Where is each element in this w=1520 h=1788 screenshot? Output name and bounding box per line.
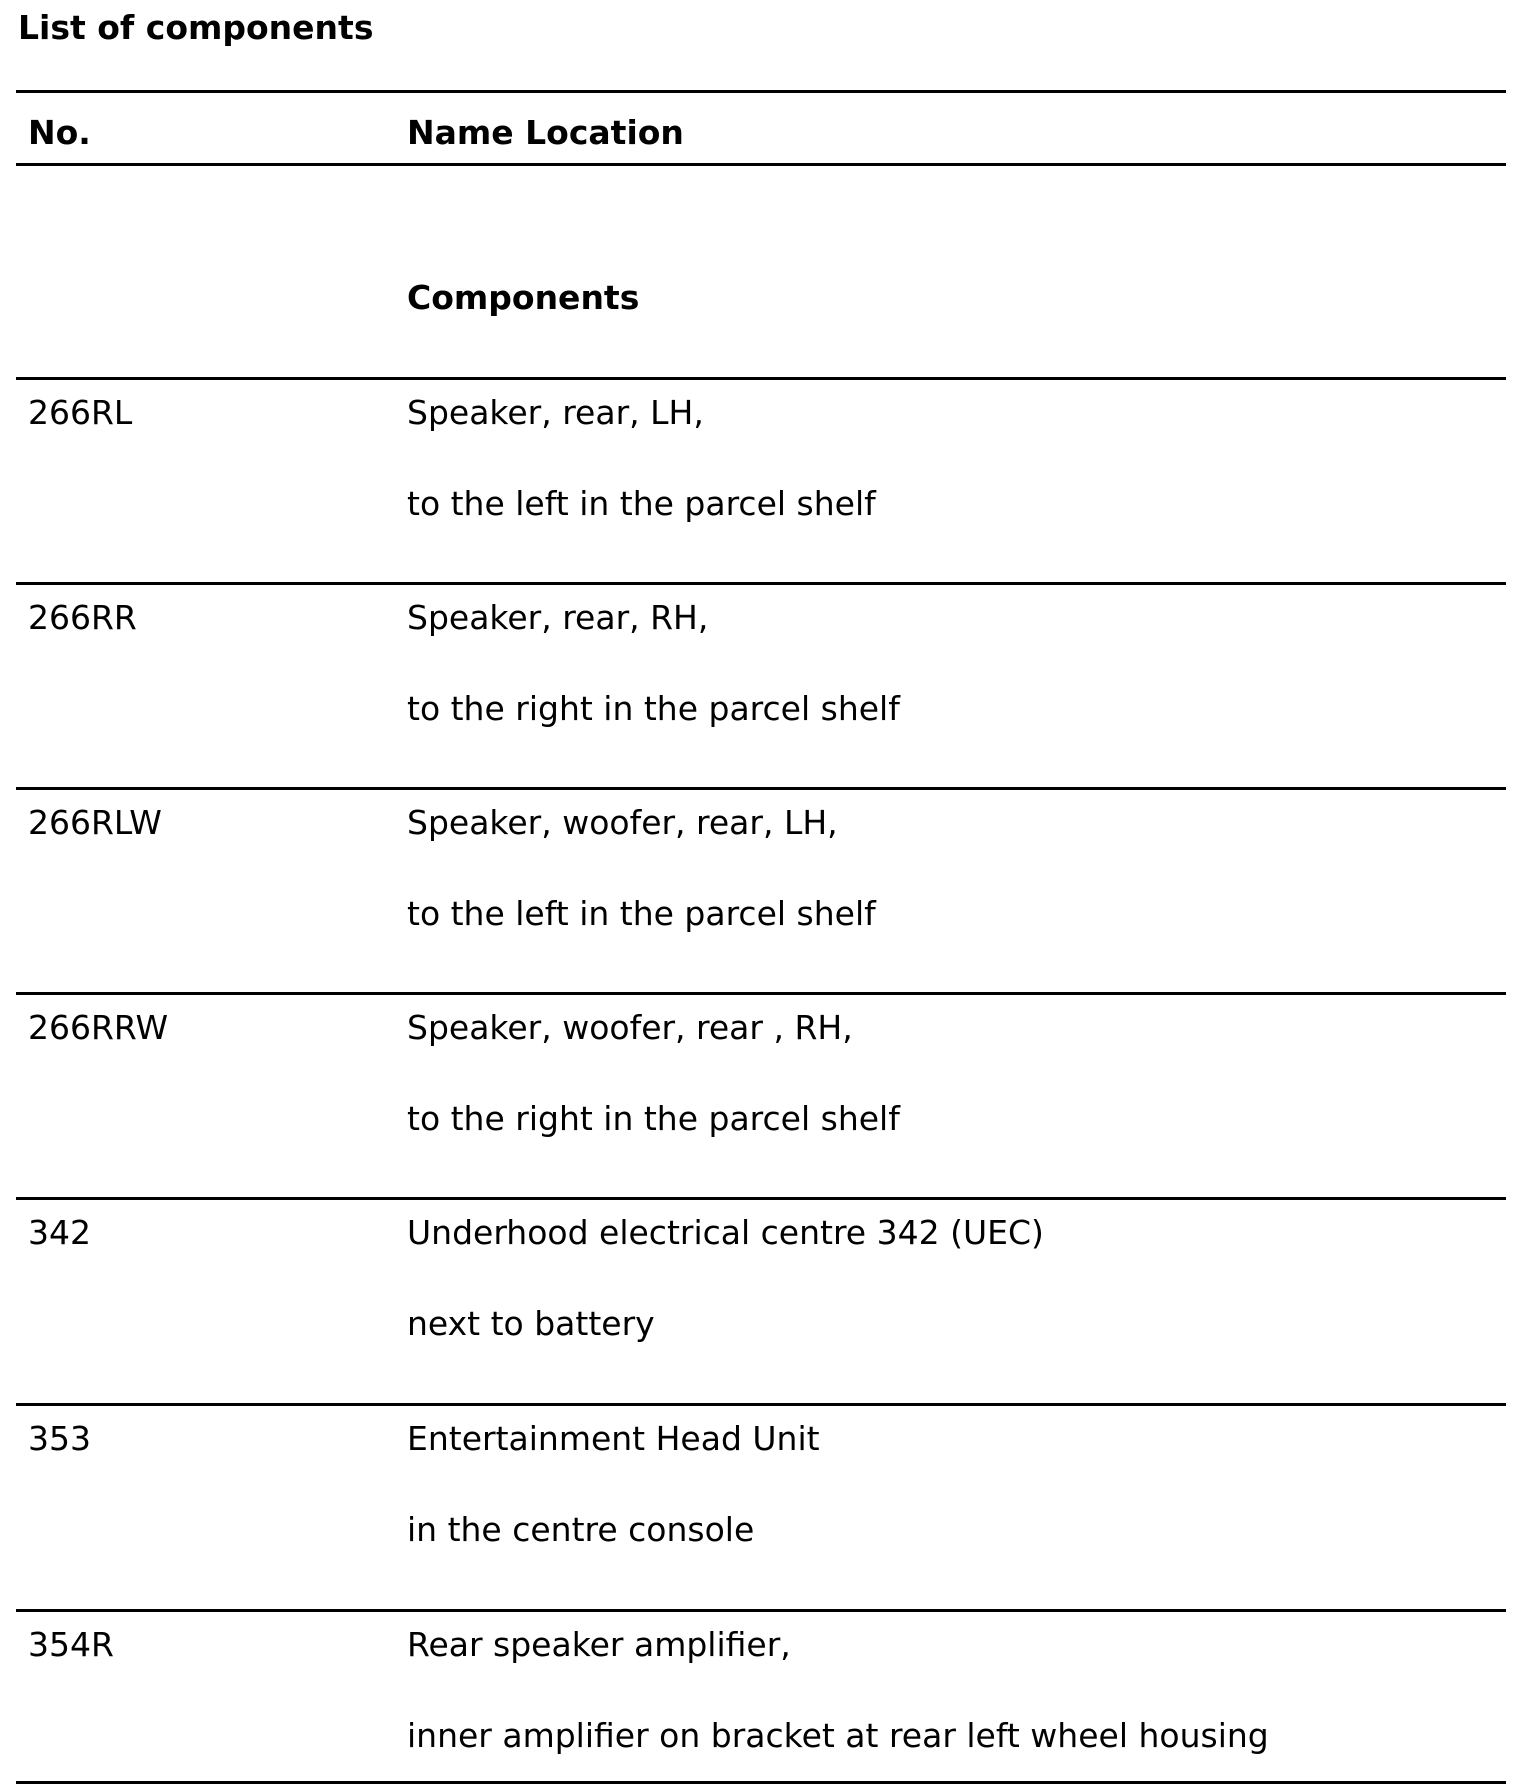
component-number: 266RRW xyxy=(28,1008,169,1047)
component-location: inner amplifier on bracket at rear left wheel housing xyxy=(407,1716,1269,1755)
table-top-rule xyxy=(16,90,1506,93)
component-location: to the right in the parcel shelf xyxy=(407,1099,900,1138)
row-divider xyxy=(16,992,1506,995)
column-header-name-location: Name Location xyxy=(407,113,684,152)
row-divider xyxy=(16,1197,1506,1200)
component-name: Speaker, rear, RH, xyxy=(407,598,709,637)
component-number: 342 xyxy=(28,1213,91,1252)
section-heading: Components xyxy=(407,278,640,317)
table-bottom-rule xyxy=(16,1781,1506,1784)
component-location: to the right in the parcel shelf xyxy=(407,689,900,728)
component-number: 353 xyxy=(28,1419,91,1458)
component-name: Underhood electrical centre 342 (UEC) xyxy=(407,1213,1044,1252)
component-location: to the left in the parcel shelf xyxy=(407,894,876,933)
row-divider xyxy=(16,787,1506,790)
row-divider xyxy=(16,1403,1506,1406)
component-number: 266RLW xyxy=(28,803,162,842)
component-number: 266RR xyxy=(28,598,137,637)
component-number: 354R xyxy=(28,1625,114,1664)
page-title: List of components xyxy=(18,8,374,47)
column-header-no: No. xyxy=(28,113,91,152)
component-name: Speaker, woofer, rear, LH, xyxy=(407,803,838,842)
component-name: Entertainment Head Unit xyxy=(407,1419,820,1458)
header-bottom-rule xyxy=(16,163,1506,166)
row-divider xyxy=(16,377,1506,380)
component-name: Speaker, woofer, rear , RH, xyxy=(407,1008,853,1047)
component-name: Rear speaker amplifier, xyxy=(407,1625,791,1664)
row-divider xyxy=(16,1609,1506,1612)
component-name: Speaker, rear, LH, xyxy=(407,393,704,432)
component-number: 266RL xyxy=(28,393,133,432)
component-location: to the left in the parcel shelf xyxy=(407,484,876,523)
row-divider xyxy=(16,582,1506,585)
component-location: next to battery xyxy=(407,1304,655,1343)
component-location: in the centre console xyxy=(407,1510,755,1549)
